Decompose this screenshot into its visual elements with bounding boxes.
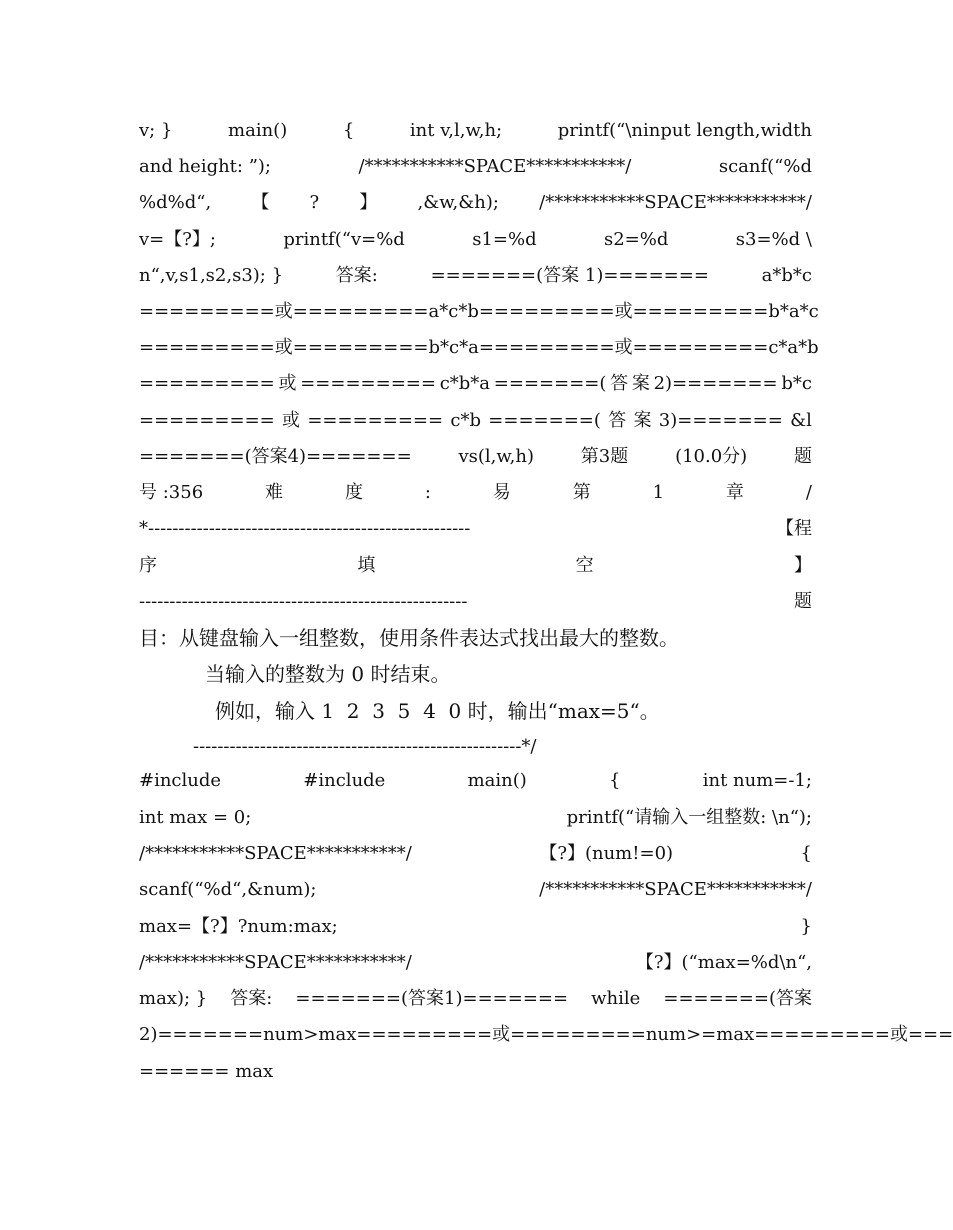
text-run: 第 [572,482,591,503]
text-run: ? [309,192,320,213]
text-line-6 [139,294,819,330]
text-run: ------------------------------------------------------*/ [193,736,537,757]
text-run: /***********SPACE***********/ [358,156,632,177]
text-run: 或 [274,301,293,322]
text-run: int max = 0; [139,807,252,828]
text-run: main() [467,770,527,791]
text-run: 易 [492,482,511,503]
text-line-22 [139,872,812,908]
text-run: ====== max [139,1061,274,1082]
text-run: c*b [450,410,481,431]
text-run: /***********SPACE***********/ [539,879,812,900]
text-run: /***********SPACE***********/ [139,843,412,864]
text-run: { [800,843,812,864]
text-run: s1=%d [472,229,537,250]
text-run: ========= [292,337,429,358]
text-run: while [591,988,641,1009]
text-line-12 [139,511,812,547]
text-run: int v,l,w,h; [409,120,503,141]
text-run: max); } [139,988,208,1009]
text-run: ========= [292,301,429,322]
text-run: =======( [493,373,607,394]
text-run: s2=%d [603,229,669,250]
text-run: 【?】(“max=%d\n“, [635,952,812,973]
text-run: /***********SPACE***********/ [139,952,412,973]
text-run: printf(“\ninput length,width [557,120,812,141]
text-line-3 [139,185,812,221]
text-line-1 [139,113,812,149]
text-run: 填 [357,555,376,576]
text-run: max [139,916,177,937]
text-run: ? [210,916,220,937]
text-run: ========= [139,410,275,431]
text-run: ========= [632,337,769,358]
text-run: 【 [251,192,270,213]
text-line-17 [215,693,812,729]
text-run: 【 [192,916,211,937]
text-run: 1 [652,482,665,503]
text-run: 】 [793,555,812,576]
text-run: a*c*b [428,301,479,322]
text-run: v; } [139,120,173,141]
text-run: 或 [278,373,297,394]
text-run: { [342,120,355,141]
text-run: : [287,916,294,937]
text-run: 章 [725,482,744,503]
text-line-16 [205,656,812,692]
text-line-15 [139,620,812,656]
text-run: 或 [282,410,301,431]
text-run: 空 [575,555,594,576]
text-line-27 [139,1054,812,1090]
text-run: 【?】(num!=0) [539,843,674,864]
text-run: 答案: [335,265,378,286]
text-run: v=【?】; [139,229,216,250]
text-run: 或 [614,301,633,322]
text-run: int num=-1; [702,770,812,791]
text-run: b*a*c [768,301,819,322]
text-run: scanf(“%d“,&num); [139,879,317,900]
text-run: printf(“v=%d [283,229,405,250]
text-line-23 [139,909,812,945]
text-run: (10.0分) [675,446,748,467]
text-line-4 [139,222,812,258]
text-run: =========或========= [356,1024,646,1045]
text-run: n“,v,s1,s2,s3); } [139,265,284,286]
text-run: 题 [794,591,812,612]
text-run: num>max [263,1024,357,1045]
line-spacer [338,909,801,945]
text-line-11 [139,475,812,511]
text-run: 【程 [776,518,812,539]
text-line-20 [139,800,812,836]
text-run: vs(l,w,h) [458,446,534,467]
text-run: c*b*a [439,373,491,394]
text-run: =======(答案 [663,988,812,1009]
text-line-21 [139,836,812,872]
text-run: scanf(“%d [718,156,812,177]
text-run: 】 [219,916,238,937]
text-run: =======(答案1)======= [295,988,569,1009]
text-run: ========= [139,301,275,322]
text-run: ========= [478,337,615,358]
text-run: and height: ”); [139,156,271,177]
text-run: 难 [265,482,284,503]
text-line-9 [139,403,812,439]
text-run: : [424,482,431,503]
text-run: a*b*c [761,265,812,286]
text-run: 第3题 [580,446,629,467]
text-run: ========= [632,301,769,322]
text-line-8 [139,366,812,402]
text-run: &l [790,410,812,431]
text-run: ,&w,&h); [417,192,499,213]
text-run: 号 :356 [139,482,204,503]
text-line-24 [139,945,812,981]
text-line-13 [139,548,812,584]
text-run: 题 [794,446,812,467]
text-run: 或 [614,337,633,358]
text-run: 目：从键盘输入一组整数，使用条件表达式找出最大的整数。 [139,626,679,650]
text-run: 2)======= [139,1024,264,1045]
text-run: = [176,916,193,937]
text-run: 当输入的整数为 0 时结束。 [205,662,451,686]
text-run: *----------------------------------------------------- [139,518,471,539]
text-run: { [609,770,621,791]
text-run: 案 [631,373,650,394]
text-run: 答案: [230,988,273,1009]
text-run: =======(答案 1)======= [430,265,709,286]
text-run: c*a*b [768,337,819,358]
text-run: 案 [633,410,652,431]
text-run: =======( [488,410,601,431]
text-run: b*c [781,373,812,394]
text-line-5 [139,258,812,294]
text-run: %d%d“, [139,192,212,213]
text-run: ------------------------------------------------------ [139,591,468,612]
text-line-14 [139,584,812,620]
text-run: / [805,482,812,503]
text-run: ========= [478,301,615,322]
text-run: 3)======= [658,410,783,431]
text-run: ========= [139,337,275,358]
text-run: ? [237,916,248,937]
text-run: 答 [608,410,627,431]
text-run: 例如，输入 1 2 3 5 4 0 时，输出“max=5“。 [215,699,660,723]
text-run: max; [293,916,338,937]
text-run: 序 [139,555,157,576]
text-run: ========= [139,373,275,394]
text-run: 】 [359,192,378,213]
text-run: =========或=== [754,1024,953,1045]
text-run: 或 [274,337,293,358]
text-run: =======(答案4)======= [139,446,412,467]
text-line-10 [139,439,812,475]
text-run: 2)======= [653,373,778,394]
text-line-18 [193,729,812,765]
text-run: /***********SPACE***********/ [539,192,812,213]
text-run: b*c*a [428,337,479,358]
text-line-19 [139,763,812,799]
text-run: } [800,916,812,937]
text-run: s3=%d \ [735,229,812,250]
text-run: main() [228,120,288,141]
text-line-2 [139,149,812,185]
text-line-26 [139,1017,953,1053]
text-run: num [247,916,288,937]
text-run: #include [303,770,386,791]
text-run: ========= [300,373,436,394]
text-run: printf(“请输入一组整数: \n“); [566,807,812,828]
text-run: ========= [307,410,444,431]
text-run: #include [139,770,222,791]
text-run: 度 [344,482,363,503]
text-run: 答 [610,373,629,394]
text-line-7 [139,330,819,366]
text-run: num>=max [645,1024,755,1045]
text-line-25 [139,981,812,1017]
